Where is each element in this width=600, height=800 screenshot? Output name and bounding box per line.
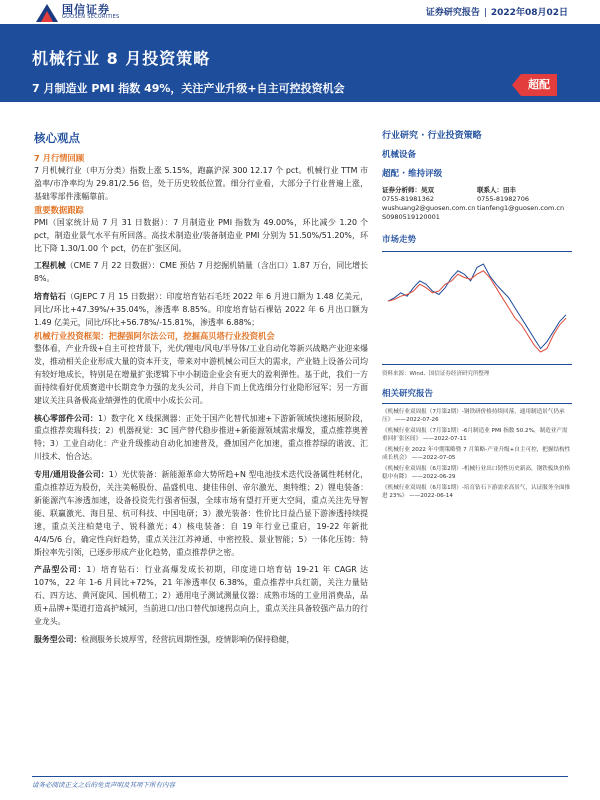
research-category: 行业研究 · 行业投资策略 — [382, 131, 482, 141]
service-paragraph — [34, 634, 368, 647]
market-trend-svg — [382, 256, 572, 360]
related-report-item[interactable]: 《机械行业双周报（6月第1期）-培育钻石下游需求高景气，认证服务全面推进 23%》 ——2022-06-14 — [382, 485, 571, 499]
report-meta: 证券研究报告 | 2022年08月02日 — [425, 8, 568, 18]
analyst-2 — [477, 186, 572, 222]
related-report-item[interactable]: 《机械行业双周报（6月第2期）-机械行业出口韧性历史新高，钢铁板块价格稳中有降》 ——2022-06-29 — [382, 466, 571, 480]
analyst-block — [382, 186, 572, 222]
sidebar — [382, 130, 572, 500]
logo-mark-icon — [36, 2, 58, 22]
related-report-item[interactable]: 《机械行业双周报（7月第1期）-6月制造业 PMI 指数 50.2%，制造业产需重回扩张区间》 ——2022-07-11 — [382, 428, 568, 442]
analyst-2-email[interactable]: tianfeng1@guosen.com.cn — [477, 204, 565, 212]
main-content — [34, 130, 368, 647]
report-type: 证券研究报告 — [425, 8, 480, 18]
equipment-text: 1）光伏装备：新能源革命大势所趋+N 型电池技术迭代设备属性耗材化，重点推荐迈为股份，关注美畅股份、晶盛机电、捷佳伟创、帝尔激光、奥特维；2）锂电装备：新能源汽车渗透加速，设备投资先行强者恒强，全球市场有望打开更大空间，重点关注先导智能、联赢激光、海目星、杭可科技、中国电研；3）激光装备：性价比日益凸显下游渗透持续提速，重点关注柏楚电子、锐科激光；4）核电装备：自 19 年行业已重启，19-22 年新批 4/4/5/6 台，确定性向好趋势，重点关注江苏神通、中密控股、景业智能；5）一体化压铸：特斯拉率先引领，已逐步形成产业化趋势，重点推荐伊之密。 — [34, 470, 368, 557]
divider — [382, 403, 572, 404]
equipment-label: 专用/通用设备公司： — [34, 470, 109, 480]
divider — [382, 364, 572, 365]
footer-divider — [32, 776, 568, 777]
section-framework-heading: 机械行业投资框架：把握强阿尔法公司，挖掘高贝塔行业投资机会 — [34, 330, 275, 341]
divider — [382, 251, 572, 252]
analyst-1 — [382, 186, 477, 222]
footer-disclaimer: 请务必阅读正文之后的免责声明及其项下所有内容 — [32, 781, 175, 789]
diamond-label: 培育钻石 — [34, 292, 66, 302]
diamond-paragraph — [34, 291, 368, 330]
report-title: 机械行业 8 月投资策略 — [32, 49, 211, 68]
section-data-heading: 重要数据跟踪 — [34, 204, 84, 215]
report-subtitle: 7 月制造业 PMI 指数 49%，关注产业升级+自主可控投资机会 — [32, 82, 345, 95]
section-review-text: 7 月机械行业（申万分类）指数上涨 5.15%，跑赢沪深 300 12.17 个 pct。机械行业 TTM 市盈率/市净率均为 29.81/2.56 倍，处于历史较低位置。细分行业看，大部分子行业普遍上涨，基础零部件涨幅靠前。 — [34, 166, 368, 201]
construction-machinery-paragraph — [34, 260, 368, 286]
analyst-1-name: 吴双 — [421, 186, 434, 194]
related-report-item[interactable]: 《机械行业 2022 年中期策略暨 7 月策略-产业升级+自主可控，把握结构性成长机会》 ——2022-07-05 — [382, 447, 571, 461]
analyst-1-phone: 0755-81981362 — [382, 195, 434, 203]
title-banner — [0, 24, 600, 102]
analyst-1-cert: S0980519120001 — [382, 213, 440, 221]
core-parts-paragraph — [34, 413, 368, 465]
top-header — [0, 0, 600, 24]
analyst-1-label: 证券分析师： — [382, 186, 421, 194]
product-text: 1）培育钻石：行业高爆发成长初期，印度进口培育钻 19-21 年 CAGR 达 107%，22 年 1-6 月同比+72%，21 年渗透率仅 6.38%，重点推荐中兵红箭，关注力量钻石、四方达、黄河旋风、国机精工；2）通用电子测试测量仪器：成熟市场的工业用消费品，品质+品牌+渠道打造高护城河，当前进口/出口替代加速拐点向上，重点关注具备较强产品力的行业龙头。 — [34, 565, 368, 627]
analyst-2-label: 联系人： — [477, 186, 503, 194]
product-paragraph — [34, 564, 368, 629]
market-trend-title: 市场走势 — [382, 235, 417, 245]
analyst-1-email[interactable]: wushuang2@guosen.com.cn — [382, 204, 476, 212]
trend-series-line-1 — [388, 271, 566, 352]
section-review-heading: 7 月行情回顾 — [34, 153, 85, 163]
guosen-logo — [36, 2, 146, 24]
equipment-paragraph — [34, 469, 368, 559]
service-label: 服务型公司： — [34, 635, 82, 644]
market-trend-chart — [382, 256, 572, 360]
service-text: 检测服务长坡厚雪，经营抗周期性强，疫情影响仍保持稳健， — [81, 635, 295, 644]
core-parts-label: 核心零部件公司： — [34, 413, 98, 423]
core-parts-text: 1）数字化 X 线探测器：正处于国产化替代加速+下游新领域快速拓展阶段，重点推荐奕瑞科技；2）机器视觉：3C 国产替代稳步推进+新能源领域需求爆发，重点推荐奥普特；3）工业自动化：产业升级推动自动化加速普及，叠加国产化加速，重点推荐绿的谐波、汇川技术、怡合达。 — [34, 413, 368, 462]
diamond-text: （GJEPC 7 月 15 日数据）：印度培育钻石毛坯 2022 年 6 月进口额为 1.48 亿美元，同比/环比+47.39%/+35.04%，渗透率 8.85%。印度培育钻石裸钻 2022 年 6 月出口额为 1.49 亿美元，同比/环比+56.78%/-15.81%，渗透率 6.88%； — [34, 292, 368, 328]
analyst-2-name: 田丰 — [503, 186, 516, 194]
pmi-paragraph: PMI（国家统计局 7 月 31 日数据）：7 月制造业 PMI 指数为 49.00%，环比减少 1.20 个 pct，制造业景气水平有所回落。高技术制造业/装备制造业 PMI 分别为 51.50%/51.20%，环比下降 1.30/1.00 个 pct，仍在扩张区间。 — [34, 217, 368, 253]
industry-name: 机械设备 — [382, 150, 417, 160]
product-label: 产品型公司： — [34, 565, 87, 575]
construction-machinery-label: 工程机械 — [34, 261, 66, 271]
chart-source: 资料来源：Wind、国信证券经济研究所整理 — [382, 371, 490, 377]
trend-series-line-0 — [388, 264, 566, 349]
logo-text-cn: 国信证券 — [62, 3, 110, 16]
framework-text: 整体看，产业升级+自主可控背景下，光伏/锂电/风电/半导体/工业自动化等新兴战略产业迎来爆发，推动相关企业形成大量的资本开支，带来对中游机械公司巨大的需求，产业链上设备公司均有较好地成长，特别是在增量扩张逻辑下中小制造企业会有更大的盈利弹性。基于此，我们一方面持续看好优质赛道中长期竞争力强的龙头公司，并自下而上优选细分行业隐形冠军；另一方面建议关注具备极高业绩弹性的优质中小成长公司。 — [34, 343, 368, 405]
report-date: 2022年08月02日 — [490, 8, 568, 18]
related-reports-title: 相关研究报告 — [382, 389, 434, 399]
rating-badge: 超配 — [521, 74, 557, 96]
core-view-title: 核心观点 — [34, 131, 80, 145]
industry-rating: 超配 · 维持评级 — [382, 169, 443, 179]
analyst-2-phone: 0755-81982706 — [477, 195, 529, 203]
construction-machinery-text: （CME 7 月 22 日数据）：CME 预估 7 月挖掘机销量（含出口）1.87 万台，同比增长 8%。 — [34, 261, 368, 284]
logo-text-en: GUOSEN SECURITIES — [62, 14, 120, 20]
related-report-item[interactable]: 《机械行业双周报（7月第2期）-钢铁研价格持续回落，通用制造景气仍承压》 ——2022-07-26 — [382, 409, 565, 423]
